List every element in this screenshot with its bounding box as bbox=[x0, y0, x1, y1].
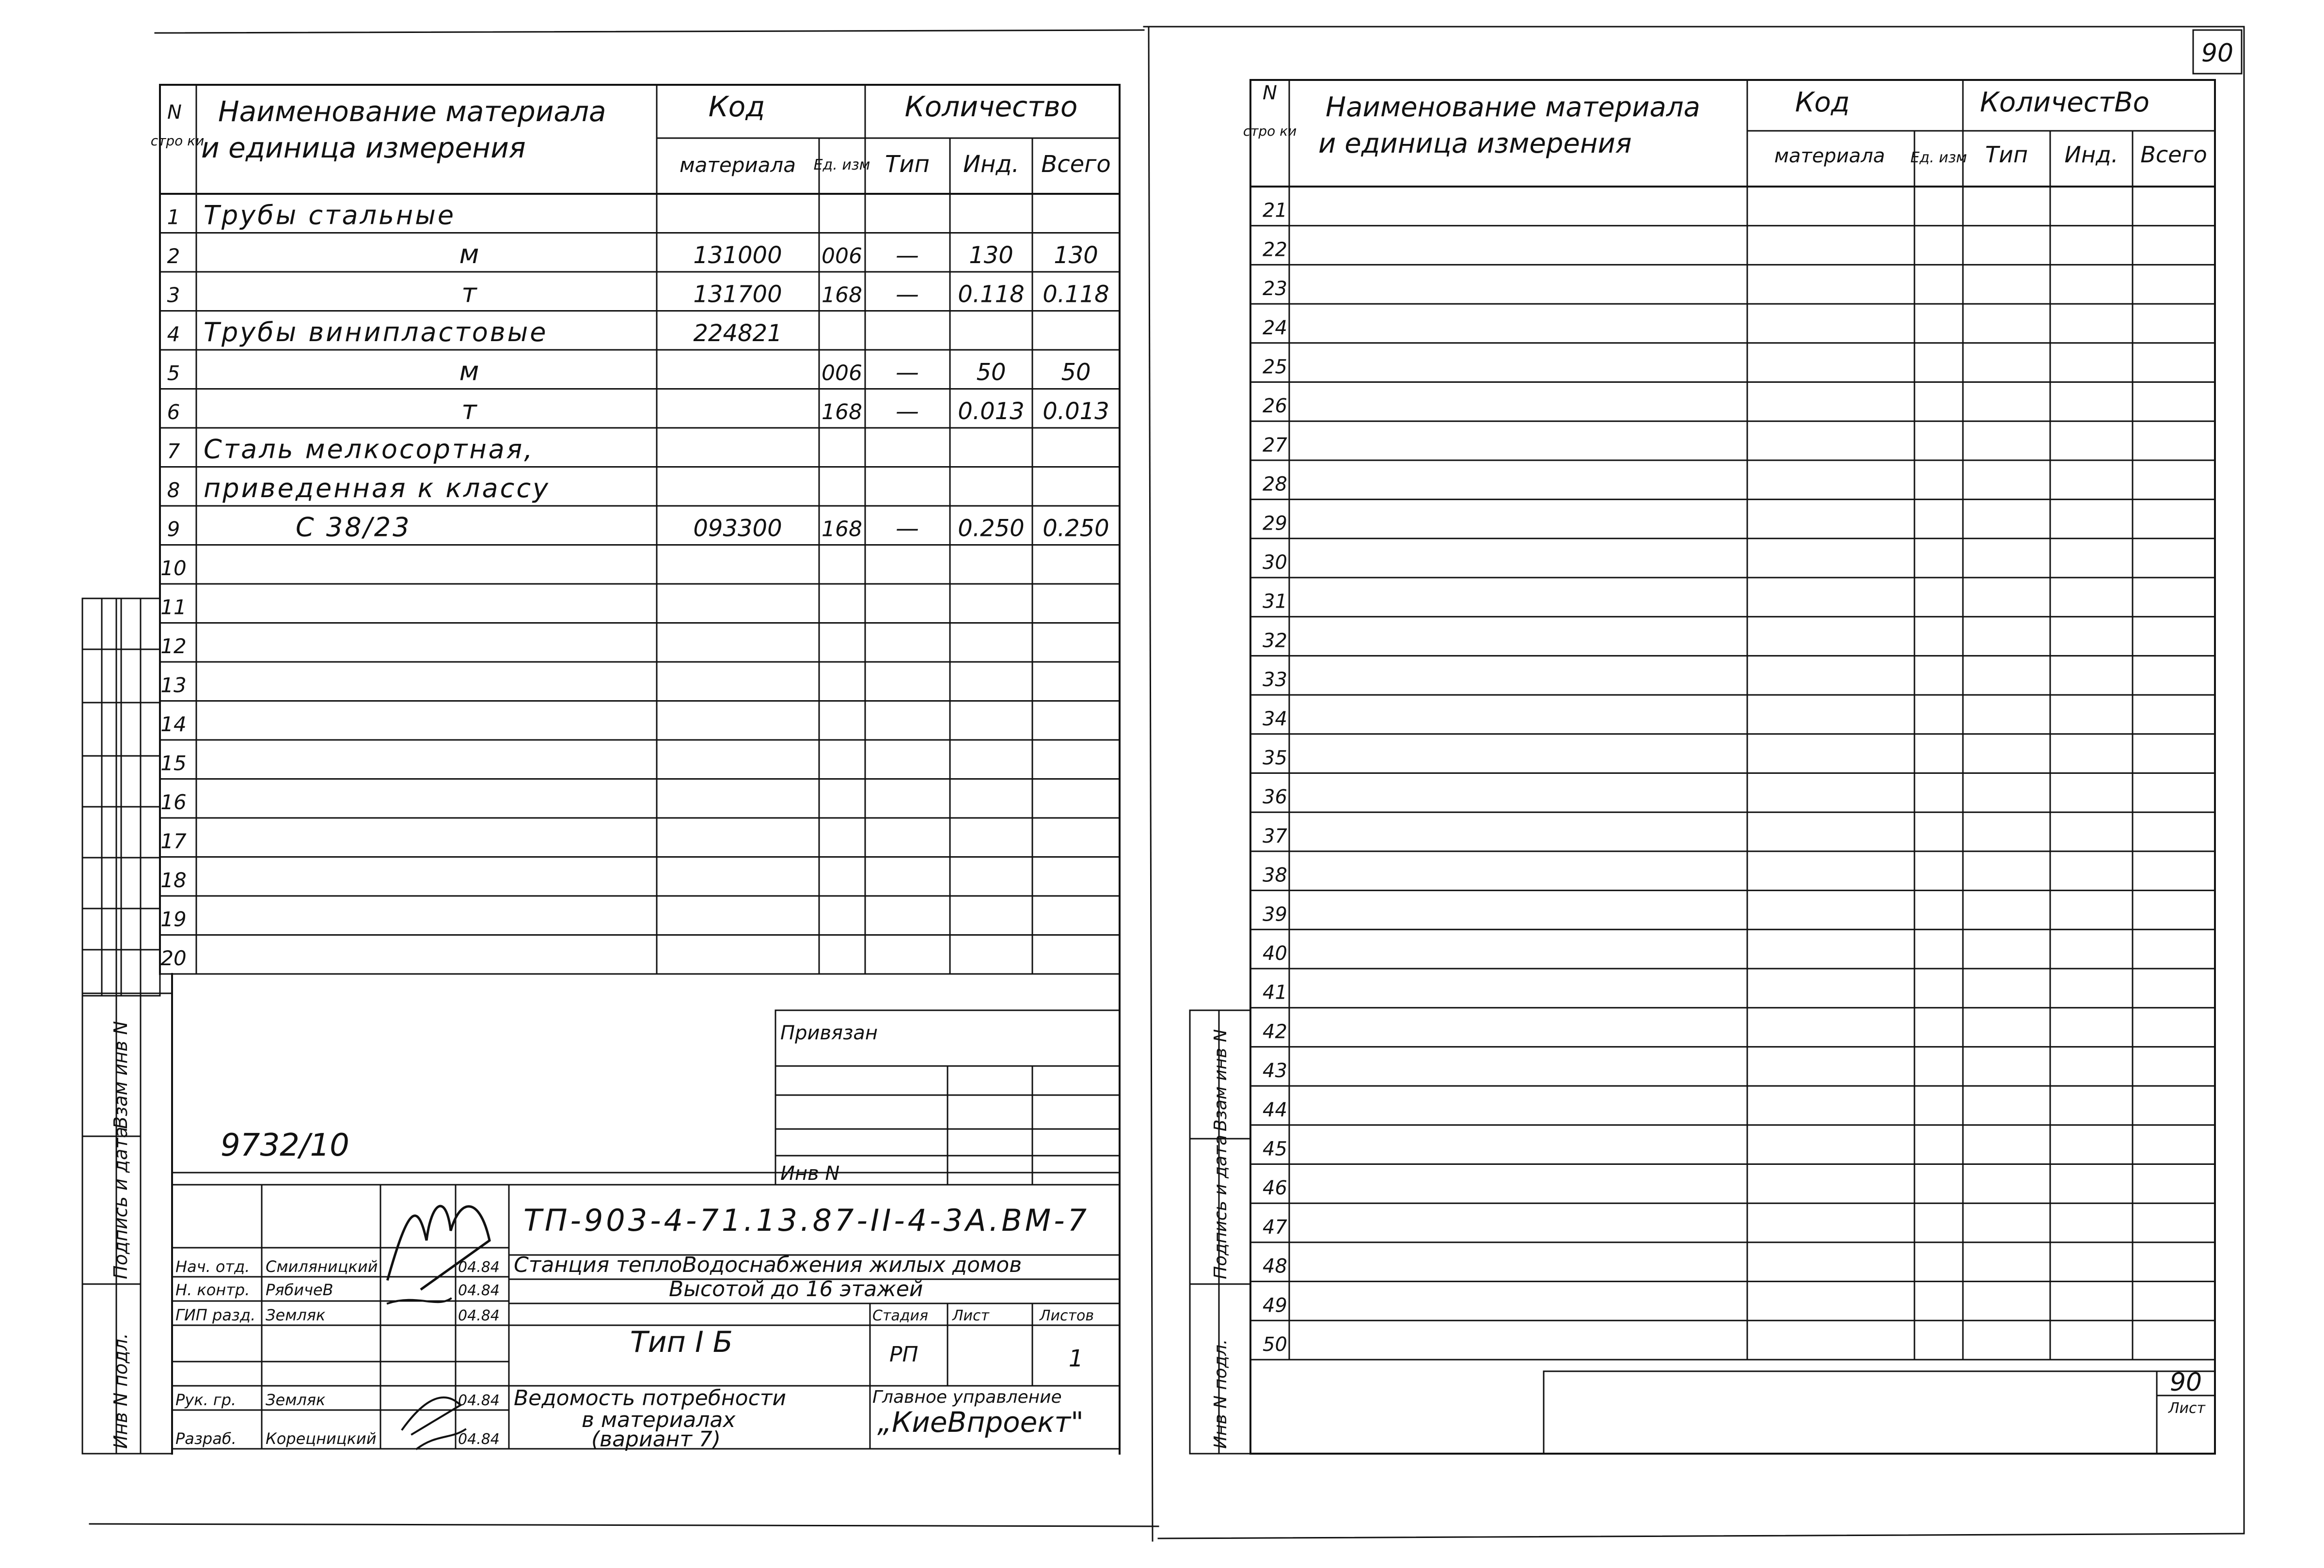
header-kod: Код bbox=[1795, 87, 1850, 118]
header-name-2: и единица измерения bbox=[1318, 128, 1632, 159]
header-vsego: Всего bbox=[1041, 151, 1111, 178]
stamp-person-name: Земляк bbox=[266, 1306, 326, 1324]
stamp-stadiya: Стадия bbox=[872, 1307, 929, 1324]
row-number: 16 bbox=[160, 790, 187, 814]
stamp-listov: Листов bbox=[1040, 1307, 1094, 1324]
row-unit: 006 bbox=[822, 244, 862, 268]
header-ed-izm: Ед. изм bbox=[1910, 149, 1967, 166]
stamp-date: 04.84 bbox=[458, 1307, 500, 1324]
row-number: 11 bbox=[160, 595, 187, 619]
row-ind: 0.013 bbox=[958, 398, 1025, 425]
row-number: 37 bbox=[1263, 825, 1287, 847]
row-tip: — bbox=[896, 242, 919, 269]
stamp-designation: ТП-903-4-71.13.87-II-4-3А.ВМ-7 bbox=[523, 1203, 1090, 1238]
row-ind: 130 bbox=[969, 242, 1013, 269]
row-number: 4 bbox=[167, 322, 180, 346]
row-ind: 0.118 bbox=[958, 281, 1025, 308]
stamp-listov-value: 1 bbox=[1068, 1345, 1084, 1372]
header-kod: Код bbox=[708, 90, 765, 123]
header-n: N bbox=[1263, 82, 1277, 104]
row-number: 30 bbox=[1263, 551, 1287, 574]
row-number: 3 bbox=[167, 283, 180, 307]
row-number: 36 bbox=[1263, 786, 1287, 809]
stamp-date: 04.84 bbox=[458, 1431, 500, 1448]
row-number: 47 bbox=[1263, 1216, 1287, 1239]
row-number: 26 bbox=[1263, 395, 1287, 418]
header-ind: Инд. bbox=[2064, 141, 2118, 168]
row-number: 35 bbox=[1263, 747, 1287, 769]
row-number: 32 bbox=[1263, 629, 1287, 652]
header-kolichestvo: КоличестВо bbox=[1980, 87, 2150, 118]
row-unit: 168 bbox=[822, 400, 862, 424]
rule-line bbox=[1149, 27, 1153, 1541]
row-number: 2 bbox=[167, 244, 180, 268]
header-tip: Тип bbox=[1985, 141, 2028, 168]
doc-number: 9732/10 bbox=[221, 1128, 349, 1163]
stamp-title-2: Высотой до 16 этажей bbox=[669, 1277, 923, 1301]
stamp-role: Н. контр. bbox=[175, 1281, 250, 1299]
row-number: 15 bbox=[160, 751, 187, 775]
row-vsego: 0.250 bbox=[1043, 515, 1109, 542]
rule-line bbox=[155, 30, 1144, 33]
row-tip: — bbox=[896, 359, 919, 386]
stamp-stadiya-value: РП bbox=[889, 1342, 918, 1367]
row-number: 25 bbox=[1263, 356, 1287, 378]
stamp-date: 04.84 bbox=[458, 1259, 500, 1276]
row-number: 43 bbox=[1263, 1060, 1287, 1082]
header-n-sub: стро ки bbox=[150, 133, 205, 149]
row-number: 23 bbox=[1263, 278, 1287, 300]
row-tip: — bbox=[896, 398, 919, 425]
stamp-list: Лист bbox=[952, 1307, 990, 1324]
row-number: 29 bbox=[1263, 512, 1287, 535]
stamp-type: Тип I Б bbox=[630, 1325, 733, 1359]
header-name: Наименование материала bbox=[1326, 92, 1700, 123]
row-number: 17 bbox=[160, 829, 187, 853]
row-material-name: м bbox=[459, 356, 481, 387]
row-number: 33 bbox=[1263, 669, 1287, 691]
signature-scribble bbox=[388, 1299, 451, 1303]
row-material-name: Трубы стальные bbox=[204, 200, 456, 231]
row-number: 44 bbox=[1263, 1098, 1287, 1121]
stamp-role: Рук. гр. bbox=[175, 1391, 237, 1409]
row-unit: 168 bbox=[822, 282, 862, 308]
row-number: 50 bbox=[1263, 1333, 1287, 1356]
stamp-title-1: Станция теплоВодоснабжения жилых домов bbox=[514, 1253, 1022, 1277]
side-label-inv-podl: Инв N подл. bbox=[1211, 1339, 1231, 1449]
row-number: 46 bbox=[1263, 1177, 1287, 1200]
stamp-person-name: Корецницкий bbox=[266, 1429, 377, 1448]
row-vsego: 0.013 bbox=[1043, 398, 1109, 425]
row-number: 6 bbox=[167, 400, 180, 424]
row-ind: 0.250 bbox=[958, 515, 1025, 542]
stamp-org-2: „КиеВпроект" bbox=[877, 1406, 1084, 1439]
row-code: 131700 bbox=[693, 281, 782, 308]
signature-scribble bbox=[402, 1397, 460, 1434]
row-number: 20 bbox=[160, 946, 187, 970]
inv-n-label: Инв N bbox=[780, 1162, 840, 1185]
row-number: 13 bbox=[160, 673, 187, 697]
sheet-number: 90 bbox=[2169, 1368, 2202, 1397]
stamp-role: ГИП разд. bbox=[175, 1306, 256, 1324]
header-kolichestvo: Количество bbox=[904, 90, 1078, 123]
row-material-name: м bbox=[459, 239, 481, 269]
stamp-person-name: Смиляницкий bbox=[266, 1257, 378, 1276]
row-ind: 50 bbox=[976, 359, 1006, 386]
sheet-list-label: Лист bbox=[2168, 1400, 2206, 1417]
row-number: 48 bbox=[1263, 1255, 1287, 1278]
row-number: 22 bbox=[1263, 238, 1287, 261]
row-material-name: т bbox=[461, 395, 479, 425]
row-material-name: С 38/23 bbox=[296, 512, 411, 543]
row-vsego: 130 bbox=[1054, 242, 1098, 269]
row-number: 39 bbox=[1263, 903, 1287, 926]
side-label-podpis: Подпись и дата bbox=[1211, 1134, 1231, 1279]
row-number: 19 bbox=[160, 907, 187, 931]
row-tip: — bbox=[896, 515, 919, 542]
row-code: 093300 bbox=[693, 515, 782, 542]
side-label-vzam: Взам инв N bbox=[110, 1021, 131, 1129]
side-label-inv-podl: Инв N подл. bbox=[110, 1333, 131, 1449]
row-number: 21 bbox=[1263, 199, 1287, 222]
row-material-name: Сталь мелкосортная, bbox=[204, 434, 535, 465]
row-number: 41 bbox=[1263, 981, 1287, 1004]
row-number: 49 bbox=[1263, 1294, 1287, 1317]
row-number: 5 bbox=[167, 361, 180, 385]
row-number: 7 bbox=[167, 439, 180, 463]
side-label-vzam: Взам инв N bbox=[1211, 1029, 1231, 1131]
row-material-name: Трубы винипластовые bbox=[204, 317, 548, 347]
row-unit: 006 bbox=[822, 361, 862, 386]
row-number: 31 bbox=[1263, 590, 1287, 613]
row-number: 42 bbox=[1263, 1020, 1287, 1043]
header-name-2: и единица измерения bbox=[201, 131, 526, 164]
rule-line bbox=[90, 1524, 1158, 1526]
header-name: Наименование материала bbox=[218, 95, 606, 128]
rule-line bbox=[1158, 1534, 2244, 1538]
header-material: материала bbox=[679, 153, 796, 177]
page-number-top: 90 bbox=[2201, 39, 2234, 68]
header-n-sub: стро ки bbox=[1243, 123, 1297, 139]
row-number: 12 bbox=[160, 634, 187, 658]
header-vsego: Всего bbox=[2140, 141, 2207, 168]
row-vsego: 50 bbox=[1061, 359, 1091, 386]
stamp-org-1: Главное управление bbox=[872, 1387, 1062, 1407]
header-ind: Инд. bbox=[963, 151, 1019, 178]
row-number: 28 bbox=[1263, 473, 1287, 496]
header-material: материала bbox=[1774, 145, 1885, 167]
stamp-sheet-name-2: в материалах bbox=[582, 1408, 736, 1432]
row-number: 40 bbox=[1263, 942, 1287, 965]
stamp-sheet-name-3: (вариант 7) bbox=[591, 1427, 721, 1452]
stamp-sheet-name-1: Ведомость потребности bbox=[514, 1386, 787, 1411]
header-ed-izm: Ед. изм bbox=[813, 157, 870, 173]
row-vsego: 0.118 bbox=[1043, 281, 1109, 308]
row-material-name: приведенная к классу bbox=[204, 473, 550, 503]
row-tip: — bbox=[896, 281, 919, 308]
stamp-date: 04.84 bbox=[458, 1282, 500, 1299]
row-number: 34 bbox=[1263, 707, 1287, 730]
stamp-person-name: Земляк bbox=[266, 1391, 326, 1409]
row-unit: 168 bbox=[822, 517, 862, 542]
row-number: 27 bbox=[1263, 434, 1287, 456]
row-number: 45 bbox=[1263, 1138, 1287, 1160]
row-number: 8 bbox=[167, 478, 180, 502]
row-code: 131000 bbox=[693, 242, 782, 269]
row-number: 10 bbox=[160, 556, 187, 580]
row-number: 1 bbox=[167, 205, 180, 229]
stamp-date: 04.84 bbox=[458, 1392, 500, 1409]
row-number: 24 bbox=[1263, 316, 1287, 339]
row-number: 38 bbox=[1263, 864, 1287, 887]
row-material-name: т bbox=[461, 278, 479, 309]
row-code: 224821 bbox=[693, 320, 782, 347]
row-number: 18 bbox=[160, 868, 187, 892]
header-n: N bbox=[167, 101, 182, 124]
row-number: 9 bbox=[167, 517, 180, 541]
header-tip: Тип bbox=[885, 151, 930, 178]
stamp-role: Разраб. bbox=[175, 1429, 237, 1448]
stamp-person-name: РябичеВ bbox=[266, 1281, 333, 1299]
side-label-podpis: Подпись и дата bbox=[110, 1127, 131, 1279]
stamp-role: Нач. отд. bbox=[175, 1257, 250, 1276]
privyazan-label: Привязан bbox=[780, 1022, 878, 1044]
row-number: 14 bbox=[160, 712, 187, 736]
